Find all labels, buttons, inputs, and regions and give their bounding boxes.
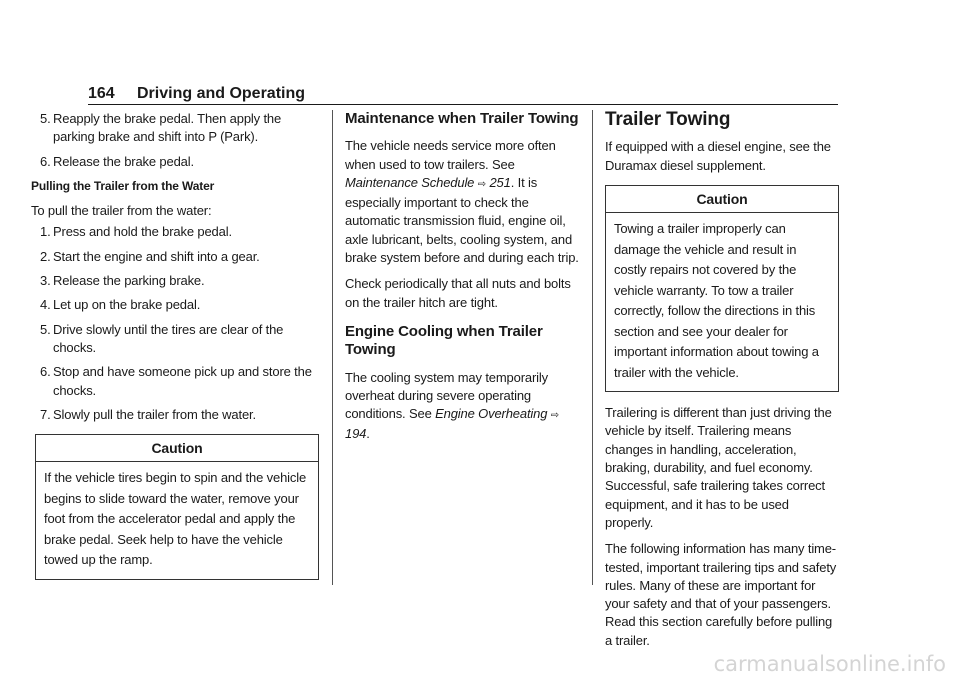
list-item: 3. Release the parking brake. [40,273,205,289]
list-item: 5. Reapply the brake pedal. Then apply the parking brake and shift into P (Park). [40,111,282,145]
heading-maintenance: Maintenance when Trailer Towing [345,110,579,127]
column-right [605,110,839,658]
list-item: 4. Let up on the brake pedal. [40,297,201,313]
page-header [88,84,838,104]
steps-intro: To pull the trailer from the water: [31,203,212,219]
column-divider [332,110,333,585]
watermark: carmanualsonline.info [713,652,946,676]
caution-title: Caution [36,435,318,462]
list-item: 1. Press and hold the brake pedal. [40,224,232,240]
column-divider [592,110,593,585]
header-rule [88,104,838,105]
list-item: 5. Drive slowly until the tires are clear of the chocks. [40,321,284,355]
list-item: 7. Slowly pull the trailer from the water. [40,406,256,422]
link-engine-overheating[interactable]: Engine Overheating [435,406,548,422]
caution-box-water [35,434,319,580]
list-item: 6. Stop and have someone pick up and store the chocks. [40,364,312,398]
link-maintenance-schedule[interactable]: Maintenance Schedule [345,174,475,190]
continued-steps-list [37,110,319,171]
heading-trailer-towing: Trailer Towing [605,109,731,130]
list-item: 2. Start the engine and shift into a gear. [40,248,260,264]
tips-paragraph: The following information has many time-tested, important trailering tips and safety rules. Many of these are important for your safety and that of your passengers. Read this section carefully before pulling a trailer. [605,541,837,648]
page-ref-icon: ⇨ [477,178,486,190]
page-ref-194[interactable]: 194 [345,426,367,442]
pull-trailer-steps [37,223,319,424]
page-ref-251[interactable]: 251 [489,174,511,190]
section-title: Driving and Operating [137,85,306,102]
heading-engine-cooling: Engine Cooling when Trailer Towing [345,322,543,359]
trailering-paragraph: Trailering is different than just driving the vehicle by itself. Trailering means changes in handling, acceleration, braking, durability, and fuel economy. Successful, safe trailering takes correct equipment, and it has to be used properly. [605,405,832,530]
caution-title: Caution [606,186,838,213]
caution-text: If the vehicle tires begin to spin and the vehicle begins to slide toward the water, remove your foot from the accelerator pedal and apply the brake pedal. Seek help to have the vehicle towed up the ramp. [44,470,307,568]
diesel-note: If equipped with a diesel engine, see the Duramax diesel supplement. [605,139,831,173]
caution-box-towing [605,185,839,392]
page-number: 164 [88,85,115,102]
cooling-paragraph: The cooling system may temporarily overheat during severe operating conditions. See Engine Overheating ⇨ 194. [345,369,560,442]
list-item: 6. Release the brake pedal. [40,153,194,169]
page-ref-icon: ⇨ [550,410,560,422]
caution-text: Towing a trailer improperly can damage the vehicle and result in costly repairs not covered by the vehicle warranty. To tow a trailer correctly, follow the directions in this section and see your dealer for important information about towing a trailer with the vehicle. [614,221,819,380]
subheading-pulling-trailer: Pulling the Trailer from the Water [31,178,215,193]
column-left [31,110,319,592]
column-middle [345,110,579,452]
hitch-paragraph: Check periodically that all nuts and bolts on the trailer hitch are tight. [345,276,571,310]
maintenance-paragraph: The vehicle needs service more often when used to tow trailers. See Maintenance Schedule ⇨ 251. It is especially important to check the automatic transmission fluid, engine oil, axle lubricant, belts, cooling system, and brake system before and during each trip. [345,138,579,266]
